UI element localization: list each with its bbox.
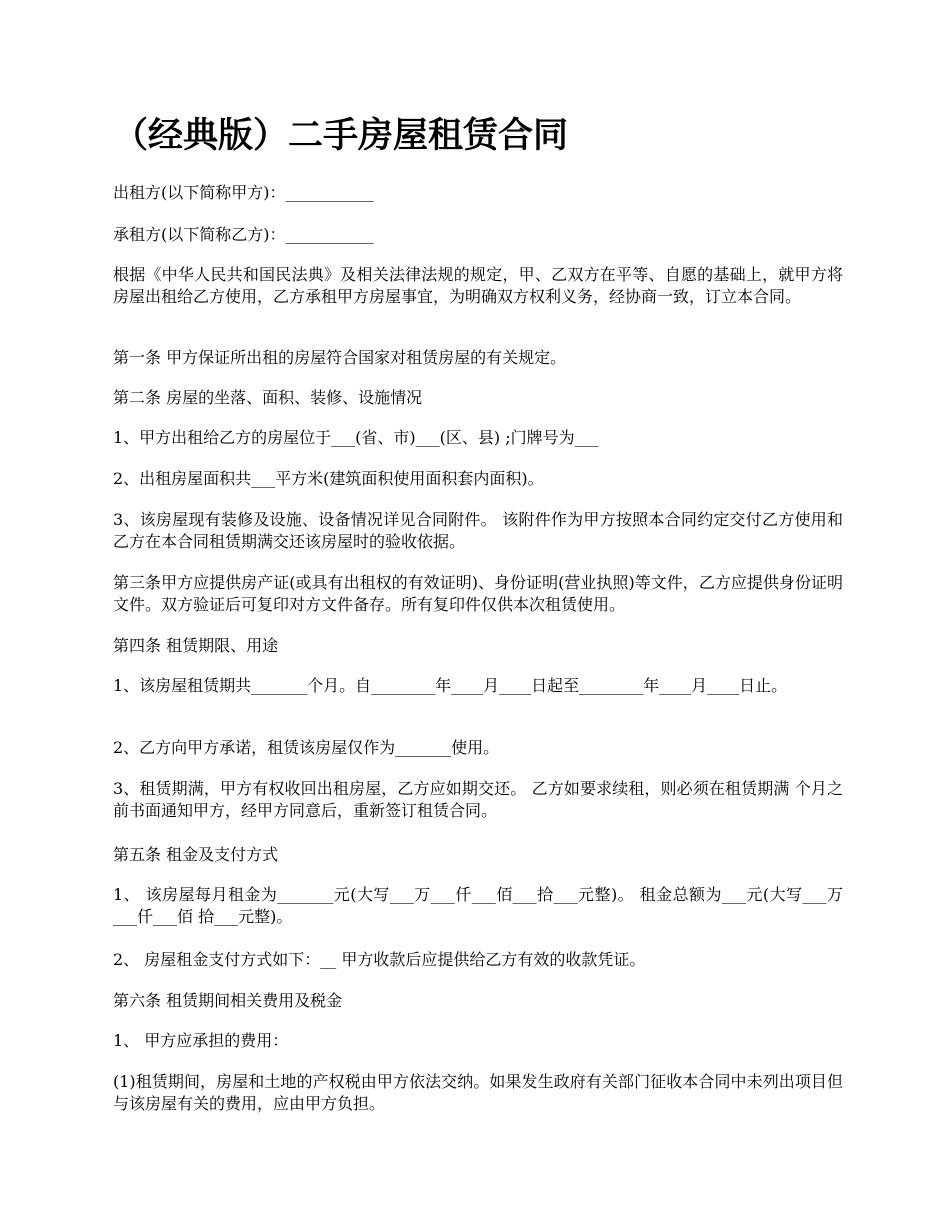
article-4-item-3: 3、租赁期满，甲方有权收回出租房屋，乙方应如期交还。 乙方如要求续租，则必须在租赁期满 个月之前书面通知甲方，经甲方同意后，重新签订租赁合同。 (113, 779, 843, 820)
article-2-heading: 第二条 房屋的坐落、面积、装修、设施情况 (113, 388, 423, 407)
article-4-item-1: 1、该房屋租赁期共_______个月。自________年____月____日起至________年____月____日止。 (113, 676, 788, 695)
article-5-item-2: 2、 房屋租金支付方式如下：__ 甲方收款后应提供给乙方有效的收款凭证。 (113, 950, 646, 969)
article-6-heading: 第六条 租赁期间相关费用及税金 (113, 991, 343, 1010)
document-title: （经典版）二手房屋租赁合同 (113, 115, 569, 156)
article-4-heading: 第四条 租赁期限、用途 (113, 636, 279, 655)
article-2-item-3: 3、该房屋现有装修及设施、设备情况详见合同附件。 该附件作为甲方按照本合同约定交付乙方使用和乙方在本合同租赁期满交还该房屋时的验收依据。 (113, 510, 843, 551)
lessee-line: 承租方(以下简称乙方)：___________ (113, 225, 374, 244)
article-5-heading: 第五条 租金及支付方式 (113, 845, 279, 864)
article-6-item-1: 1、 甲方应承担的费用： (113, 1031, 289, 1050)
article-1: 第一条 甲方保证所出租的房屋符合国家对租赁房屋的有关规定。 (113, 348, 567, 367)
article-5-item-1: 1、 该房屋每月租金为_______元(大写___万___仟___佰___拾___元整)。 租金总额为___元(大写___万___仟___佰 拾___元整)。 (113, 885, 843, 926)
article-2-item-1: 1、甲方出租给乙方的房屋位于___(省、市)___(区、县) ;门牌号为___ (113, 428, 599, 447)
preamble-paragraph: 根据《中华人民共和国民法典》及相关法律法规的规定，甲、乙双方在平等、自愿的基础上，就甲方将房屋出租给乙方使用，乙方承租甲方房屋事宜，为明确双方权利义务，经协商一致，订立本合同。 (113, 265, 843, 306)
lessor-line: 出租方(以下简称甲方)：___________ (113, 183, 374, 202)
article-3: 第三条甲方应提供房产证(或具有出租权的有效证明)、身份证明(营业执照)等文件，乙方应提供身份证明文件。双方验证后可复印对方文件备存。所有复印件仅供本次租赁使用。 (113, 573, 843, 614)
article-4-item-2: 2、乙方向甲方承诺，租赁该房屋仅作为_______使用。 (113, 738, 500, 757)
article-2-item-2: 2、出租房屋面积共___平方米(建筑面积使用面积套内面积)。 (113, 469, 544, 488)
article-6-item-1-sub-1: (1)租赁期间，房屋和土地的产权税由甲方依法交纳。如果发生政府有关部门征收本合同中未列出项目但与该房屋有关的费用，应由甲方负担。 (113, 1072, 843, 1113)
